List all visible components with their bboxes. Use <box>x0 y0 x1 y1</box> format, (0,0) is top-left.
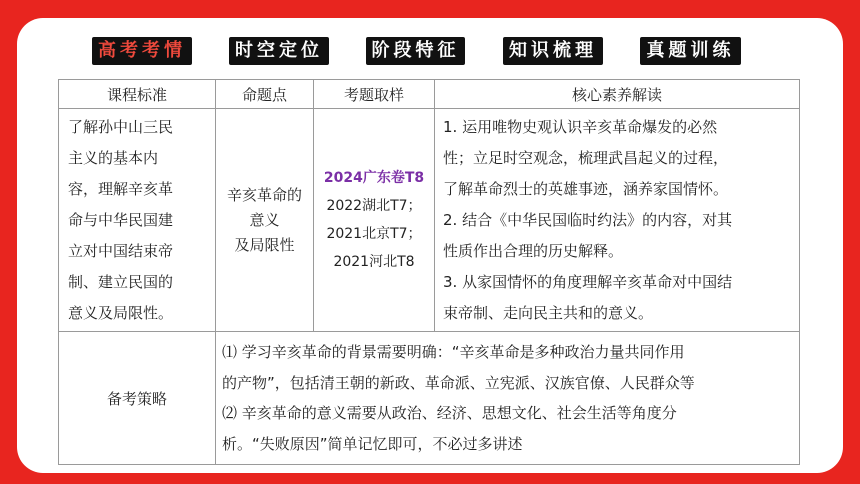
strategy-line: 的产物”，包括清王朝的新政、革命派、立宪派、汉族官僚、人民群众等 <box>222 373 695 392</box>
exam-sample-item: 2022湖北T7； <box>326 198 422 214</box>
header-core-literacy: 核心素养解读 <box>435 80 800 109</box>
section-tabs <box>0 37 860 65</box>
curriculum-line: 主义的基本内 <box>68 148 159 167</box>
core-line: 性质作出合理的历史解释。 <box>443 241 624 260</box>
header-curriculum-standard: 课程标准 <box>59 80 216 109</box>
tab-knowledge-review[interactable]: 知识梳理 <box>503 37 603 65</box>
curriculum-line: 命与中华民国建 <box>68 210 174 229</box>
topic-line: 辛亥革命的 <box>226 185 302 204</box>
curriculum-line: 立对中国结束帝 <box>68 241 174 260</box>
exam-sample-item: 2021河北T8 <box>333 254 415 270</box>
core-literacy-cell <box>435 109 800 332</box>
topic-line: 意义 <box>249 210 280 229</box>
curriculum-line: 制、建立民国的 <box>68 272 174 291</box>
tab-time-space-positioning[interactable]: 时空定位 <box>229 37 329 65</box>
topic-line: 及局限性 <box>234 235 295 254</box>
strategy-line: 析。“失败原因”简单记忆即可，不必过多讲述 <box>222 434 523 453</box>
proposition-point-cell <box>216 109 314 332</box>
curriculum-standard-cell <box>59 109 216 332</box>
exam-sample-cell <box>314 109 435 332</box>
curriculum-line: 了解孙中山三民 <box>68 117 174 136</box>
table-row-main <box>59 109 800 332</box>
strategy-line: ⑵ 辛亥革命的意义需要从政治、经济、思想文化、社会生活等角度分 <box>222 404 677 422</box>
core-line: 3. 从家国情怀的角度理解辛亥革命对中国结 <box>443 272 733 291</box>
table-header-row <box>59 80 800 109</box>
curriculum-line: 意义及局限性。 <box>68 303 174 322</box>
header-exam-sample: 考题取样 <box>314 80 435 109</box>
exam-sample-highlight: 2024广东卷T8 <box>323 170 425 186</box>
core-line: 束帝制、走向民主共和的意义。 <box>443 303 654 322</box>
exam-analysis-table <box>58 79 800 465</box>
table-row-strategy <box>59 332 800 465</box>
core-line: 1. 运用唯物史观认识辛亥革命爆发的必然 <box>443 117 718 136</box>
tab-real-exam-practice[interactable]: 真题训练 <box>640 37 741 65</box>
strategy-content-cell <box>216 332 800 465</box>
strategy-line: ⑴ 学习辛亥革命的背景需要明确：“辛亥革命是多种政治力量共同作用 <box>222 343 685 361</box>
core-line: 2. 结合《中华民国临时约法》的内容，对其 <box>443 210 733 229</box>
tab-stage-features[interactable]: 阶段特征 <box>366 37 465 65</box>
strategy-label: 备考策略 <box>59 332 216 465</box>
header-proposition-point: 命题点 <box>216 80 314 109</box>
core-line: 性；立足时空观念，梳理武昌起义的过程， <box>443 148 729 167</box>
curriculum-line: 容，理解辛亥革 <box>68 179 174 198</box>
exam-sample-item: 2021北京T7； <box>326 226 422 242</box>
core-line: 了解革命烈士的英雄事迹，涵养家国情怀。 <box>443 179 729 198</box>
tab-exam-situation[interactable]: 高考考情 <box>92 37 192 65</box>
